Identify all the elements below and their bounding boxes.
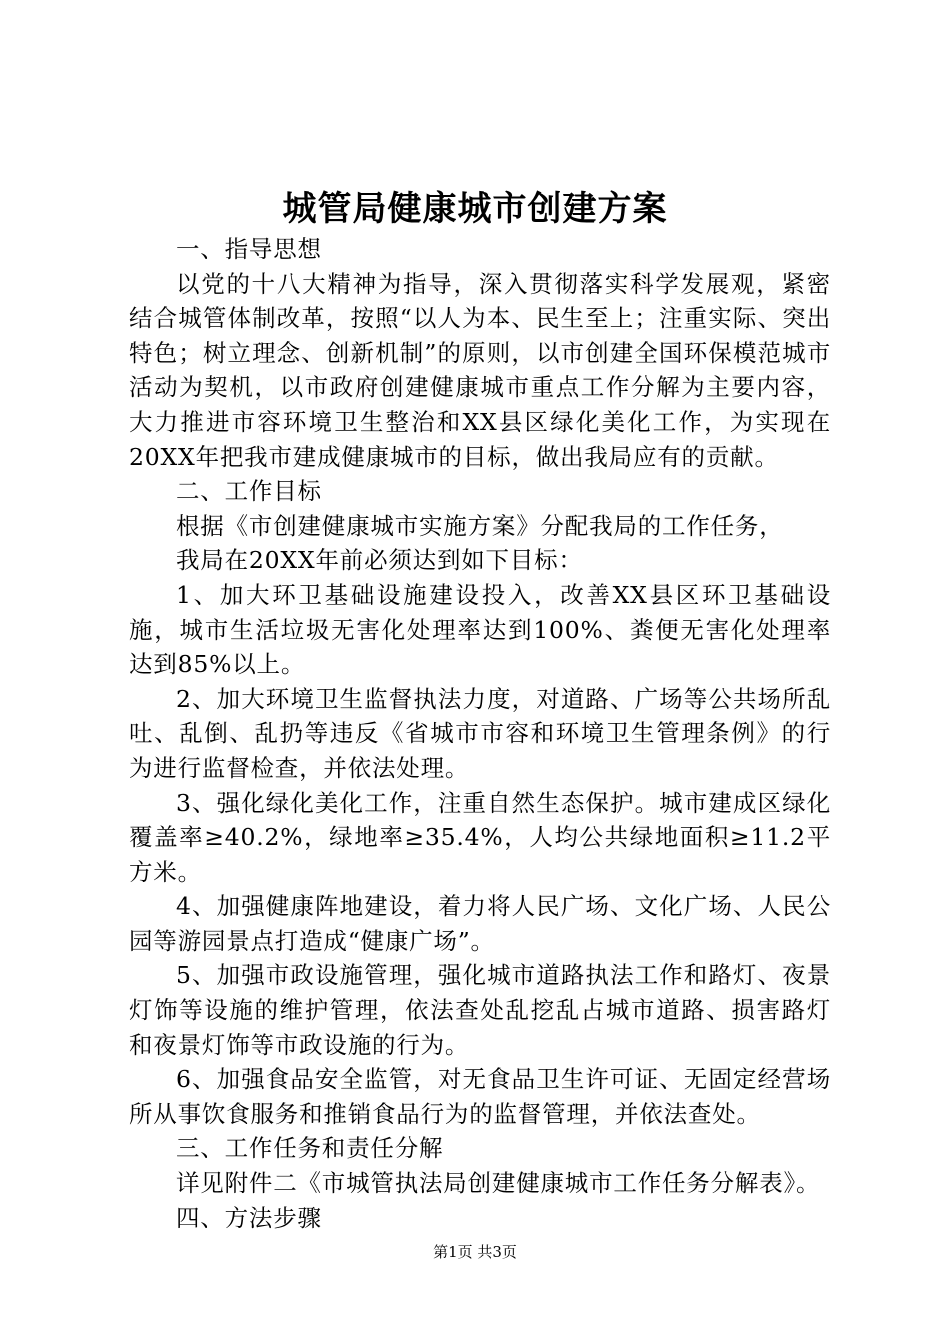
- section-heading: 一、指导思想: [176, 235, 322, 263]
- paragraph: 我局在20XX年前必须达到如下目标：: [176, 546, 583, 575]
- paragraph: 详见附件二《市城管执法局创建健康城市工作任务分解表》。: [176, 1169, 821, 1198]
- list-item: 6、加强食品安全监管，对无食品卫生许可证、无固定经营场所从事饮食服务和推销食品行为的监督管理，并依法查处。: [129, 1065, 831, 1128]
- document-title: 城管局健康城市创建方案: [282, 189, 668, 229]
- list-item: 5、加强市政设施管理，强化城市道路执法工作和路灯、夜景灯饰等设施的维护管理，依法查处乱挖乱占城市道路、损害路灯和夜景灯饰等市政设施的行为。: [129, 961, 831, 1059]
- paragraph: 以党的十八大精神为指导，深入贯彻落实科学发展观，紧密结合城管体制改革，按照“以人为本、民生至上；注重实际、突出特色；树立理念、创新机制”的原则，以市创建全国环保模范城市活动为契机，以市政府创建健康城市重点工作分解为主要内容，大力推进市容环境卫生整治和XX县区绿化美化工作，为实现在20XX年把我市建成健康城市的目标，做出我局应有的贡献。: [129, 269, 831, 471]
- paragraph: 根据《市创建健康城市实施方案》分配我局的工作任务，: [176, 511, 784, 540]
- list-item: 2、加大环境卫生监督执法力度，对道路、广场等公共场所乱吐、乱倒、乱扔等违反《省城市市容和环境卫生管理条例》的行为进行监督检查，并依法处理。: [129, 684, 831, 782]
- list-item: 1、加大环卫基础设施建设投入，改善XX县区环卫基础设施，城市生活垃圾无害化处理率达到100%、粪便无害化处理率达到85%以上。: [129, 580, 831, 679]
- list-item: 4、加强健康阵地建设，着力将人民广场、文化广场、人民公园等游园景点打造成“健康广场”。: [129, 892, 831, 955]
- document-body: [129, 232, 831, 1235]
- section-heading: 四、方法步骤: [176, 1203, 322, 1232]
- section-heading: 二、工作目标: [176, 477, 322, 506]
- section-heading: 三、工作任务和责任分解: [176, 1134, 444, 1163]
- page-footer: 第1页 共3页: [433, 1243, 517, 1261]
- list-item: 3、强化绿化美化工作，注重自然生态保护。城市建成区绿化覆盖率≥40.2%，绿地率≥35.4%，人均公共绿地面积≥11.2平方米。: [129, 788, 831, 886]
